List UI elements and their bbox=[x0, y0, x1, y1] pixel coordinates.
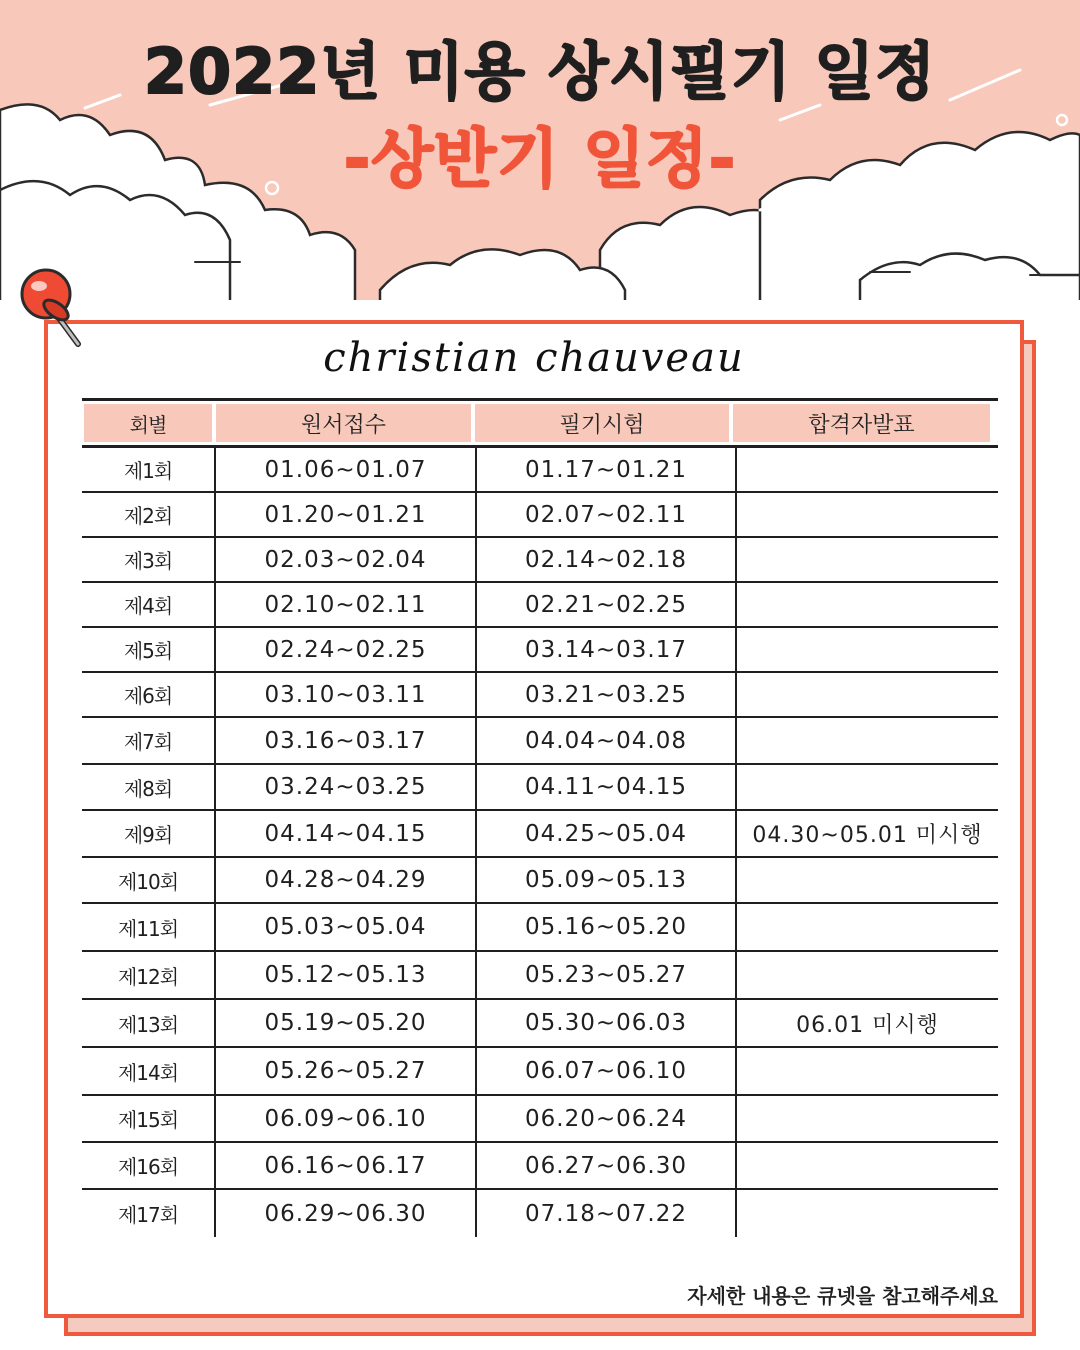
table-header bbox=[82, 398, 998, 448]
table-row bbox=[82, 538, 998, 583]
round-cell: 제2회 bbox=[123, 504, 173, 528]
result-cell bbox=[735, 448, 998, 491]
round-cell: 제1회 bbox=[123, 459, 173, 483]
result-cell bbox=[735, 673, 998, 716]
result-cell bbox=[735, 493, 998, 536]
application-cell: 05.03~05.04 bbox=[214, 904, 475, 950]
round-cell: 제11회 bbox=[117, 916, 179, 941]
table-body bbox=[82, 448, 998, 1237]
table-row bbox=[82, 673, 998, 718]
application-cell: 01.06~01.07 bbox=[214, 448, 475, 491]
application-cell: 06.09~06.10 bbox=[214, 1096, 475, 1141]
exam-cell: 05.23~05.27 bbox=[475, 952, 735, 998]
round-cell: 제9회 bbox=[123, 823, 173, 847]
table-row bbox=[82, 493, 998, 538]
footer-note: 자세한 내용은 큐넷을 참고해주세요 bbox=[687, 1284, 998, 1308]
result-cell bbox=[735, 1096, 998, 1141]
result-cell bbox=[735, 1143, 998, 1188]
application-cell: 03.16~03.17 bbox=[214, 718, 475, 763]
round-cell: 제10회 bbox=[117, 869, 179, 894]
exam-cell: 07.18~07.22 bbox=[475, 1190, 735, 1237]
application-cell: 06.16~06.17 bbox=[214, 1143, 475, 1188]
application-cell: 03.24~03.25 bbox=[214, 765, 475, 809]
application-cell: 01.20~01.21 bbox=[214, 493, 475, 536]
exam-cell: 05.30~06.03 bbox=[475, 1000, 735, 1046]
table-row bbox=[82, 811, 998, 858]
table-row bbox=[82, 1096, 998, 1143]
result-cell bbox=[735, 583, 998, 626]
column-header-exam: 필기시험 bbox=[475, 404, 729, 442]
exam-cell: 04.04~04.08 bbox=[475, 718, 735, 763]
table-row bbox=[82, 1143, 998, 1190]
round-cell: 제4회 bbox=[123, 594, 173, 618]
table-row bbox=[82, 1190, 998, 1237]
round-cell: 제12회 bbox=[117, 964, 179, 989]
table-row bbox=[82, 1000, 998, 1048]
result-cell bbox=[735, 904, 998, 950]
application-cell: 02.24~02.25 bbox=[214, 628, 475, 671]
round-cell: 제7회 bbox=[123, 730, 173, 754]
application-cell: 05.19~05.20 bbox=[214, 1000, 475, 1046]
application-cell: 03.10~03.11 bbox=[214, 673, 475, 716]
exam-cell: 06.20~06.24 bbox=[475, 1096, 735, 1141]
page-title: 2022년 미용 상시필기 일정 bbox=[143, 35, 937, 108]
table-row bbox=[82, 904, 998, 952]
round-cell: 제15회 bbox=[117, 1108, 179, 1132]
exam-cell: 04.25~05.04 bbox=[475, 811, 735, 856]
round-cell: 제16회 bbox=[117, 1155, 179, 1179]
application-cell: 04.14~04.15 bbox=[214, 811, 475, 856]
application-cell: 05.26~05.27 bbox=[214, 1048, 475, 1094]
result-cell bbox=[735, 628, 998, 671]
brand-name: christian chauveau bbox=[323, 335, 745, 381]
result-cell bbox=[735, 765, 998, 809]
exam-cell: 02.07~02.11 bbox=[475, 493, 735, 536]
application-cell: 06.29~06.30 bbox=[214, 1190, 475, 1237]
result-cell bbox=[735, 952, 998, 998]
result-cell bbox=[735, 538, 998, 581]
exam-cell: 05.16~05.20 bbox=[475, 904, 735, 950]
result-cell bbox=[735, 1048, 998, 1094]
table-row bbox=[82, 628, 998, 673]
application-cell: 05.12~05.13 bbox=[214, 952, 475, 998]
round-cell: 제13회 bbox=[117, 1012, 179, 1037]
round-cell: 제6회 bbox=[123, 684, 173, 708]
application-cell: 02.10~02.11 bbox=[214, 583, 475, 626]
exam-cell: 06.07~06.10 bbox=[475, 1048, 735, 1094]
column-header-application: 원서접수 bbox=[216, 404, 471, 442]
round-cell: 제5회 bbox=[123, 639, 173, 663]
result-cell bbox=[735, 858, 998, 902]
table-row bbox=[82, 1048, 998, 1096]
result-cell bbox=[735, 1190, 998, 1237]
page-subtitle: -상반기 일정- bbox=[343, 123, 737, 197]
application-cell: 04.28~04.29 bbox=[214, 858, 475, 902]
table-row bbox=[82, 952, 998, 1000]
exam-cell: 01.17~01.21 bbox=[475, 448, 735, 491]
round-cell: 제17회 bbox=[117, 1203, 179, 1227]
round-cell: 제8회 bbox=[123, 776, 173, 801]
table-row bbox=[82, 583, 998, 628]
table-row bbox=[82, 858, 998, 904]
table-row bbox=[82, 718, 998, 765]
application-cell: 02.03~02.04 bbox=[214, 538, 475, 581]
exam-cell: 02.21~02.25 bbox=[475, 583, 735, 626]
exam-cell: 02.14~02.18 bbox=[475, 538, 735, 581]
schedule-table bbox=[82, 398, 998, 1237]
column-header-result: 합격자발표 bbox=[733, 404, 990, 442]
exam-cell: 05.09~05.13 bbox=[475, 858, 735, 902]
exam-cell: 06.27~06.30 bbox=[475, 1143, 735, 1188]
round-cell: 제14회 bbox=[117, 1060, 179, 1085]
exam-cell: 04.11~04.15 bbox=[475, 765, 735, 809]
result-cell: 04.30~05.01 미시행 bbox=[735, 811, 998, 856]
exam-cell: 03.14~03.17 bbox=[475, 628, 735, 671]
table-row bbox=[82, 448, 998, 493]
column-header-round: 회별 bbox=[84, 404, 212, 442]
exam-cell: 03.21~03.25 bbox=[475, 673, 735, 716]
result-cell: 06.01 미시행 bbox=[735, 1000, 998, 1046]
result-cell bbox=[735, 718, 998, 763]
table-row bbox=[82, 765, 998, 811]
round-cell: 제3회 bbox=[123, 549, 173, 573]
